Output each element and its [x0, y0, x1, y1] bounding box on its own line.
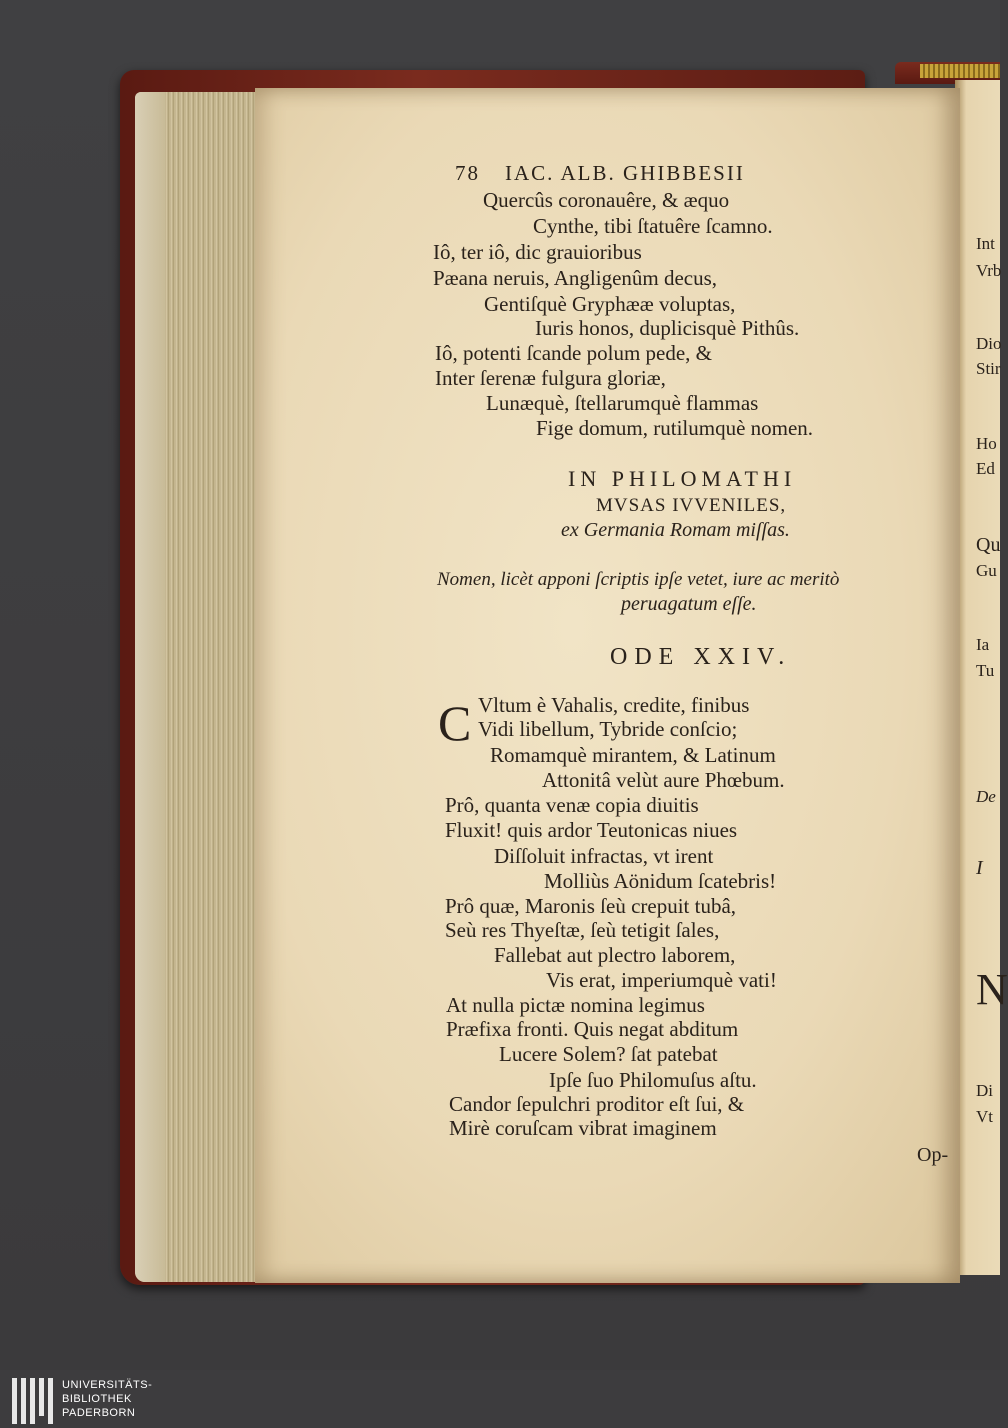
verse-line: Gentiſquè Gryphææ voluptas, [484, 292, 736, 316]
verse-line: Iuris honos, duplicisquè Pithûs. [535, 316, 800, 340]
page-number: 78 [455, 161, 480, 185]
verse-line: Prô, quanta venæ copia diuitis [445, 793, 699, 817]
verse-line: Attonitâ velùt aure Phœbum. [542, 768, 785, 792]
verse-line: Candor ſepulchri proditor eſt ſui, & [449, 1092, 745, 1116]
verse-line: Quercûs coronauêre, & æquo [483, 188, 730, 212]
section-heading: IN PHILOMATHI [568, 466, 797, 491]
verse-line: Inter ſerenæ fulgura gloriæ, [435, 366, 666, 390]
ode-title: ODE XXIV. [610, 644, 792, 670]
verse-line: Fluxit! quis ardor Teutonicas niues [445, 818, 738, 842]
verse-line: At nulla pictæ nomina legimus [446, 993, 705, 1017]
verse-line: Vltum è Vahalis, credite, finibus [478, 693, 750, 717]
catchword: Op- [917, 1144, 949, 1166]
verse-line: Seù res Thyeſtæ, ſeù tetigit ſales, [445, 918, 720, 942]
gilt-edge [920, 64, 1000, 78]
verse-line: Ipſe ſuo Philomuſus aſtu. [549, 1068, 757, 1092]
verse-line: Lunæquè, ſtellarumquè flammas [486, 391, 759, 415]
verse-line: Lucere Solem? ſat patebat [499, 1042, 718, 1066]
facing-fragment: N [976, 965, 1008, 1014]
facing-fragment: Tu [976, 661, 995, 680]
facing-fragment: Ia [976, 635, 990, 654]
section-subheading: MVSAS IVVENILES, [596, 495, 787, 516]
library-name-line2: BIBLIOTHEK [62, 1393, 132, 1405]
verse-line: Iô, potenti ſcande polum pede, & [435, 341, 713, 365]
verse-line: Mirè coruſcam vibrat imaginem [449, 1116, 717, 1140]
library-logo-icon [12, 1378, 56, 1424]
note-line: peruagatum eſſe. [621, 593, 757, 615]
verse-line: Prô quæ, Maronis ſeù crepuit tubâ, [445, 894, 737, 918]
facing-fragment: Vrb [976, 261, 1002, 280]
verse-line: Vis erat, imperiumquè vati! [546, 968, 777, 992]
note-line: Nomen, licèt apponi ſcriptis ipſe vetet, iure ac meritò [437, 569, 840, 590]
facing-fragment: Gu [976, 561, 997, 580]
verse-line: Pæana neruis, Angligenûm decus, [433, 266, 718, 290]
facing-fragment: Di [976, 1081, 993, 1100]
facing-fragment: Dio [976, 334, 1002, 353]
verse-line: Diſſoluit infractas, vt irent [494, 844, 714, 868]
running-head: IAC. ALB. GHIBBESII [505, 161, 745, 185]
facing-fragment: Qu [976, 534, 1001, 556]
verse-line: Cynthe, tibi ſtatuêre ſcamno. [533, 214, 773, 238]
facing-fragment: Int [976, 234, 995, 253]
verse-line: Iô, ter iô, dic grauioribus [433, 240, 642, 264]
drop-capital: C [438, 695, 472, 751]
section-origin: ex Germania Romam miſſas. [561, 519, 790, 541]
page-edges-outer [135, 92, 165, 1282]
facing-fragment: De [976, 787, 996, 806]
facing-fragment: Vt [976, 1107, 993, 1126]
facing-fragment: Ed [976, 459, 995, 478]
facing-fragment: I [976, 857, 983, 879]
library-name-line1: UNIVERSITÄTS- [62, 1379, 153, 1391]
verse-line: Vidi libellum, Tybride conſcio; [478, 717, 738, 741]
verse-line: Molliùs Aönidum ſcatebris! [544, 869, 777, 893]
library-name-line3: PADERBORN [62, 1407, 136, 1419]
facing-fragment: Stir [976, 359, 1001, 378]
facing-fragment: Ho [976, 434, 997, 453]
verse-line: Fige domum, rutilumquè nomen. [536, 416, 814, 440]
verse-line: Fallebat aut plectro laborem, [494, 943, 736, 967]
verse-line: Præfixa fronti. Quis negat abditum [446, 1017, 739, 1041]
verse-line: Romamquè mirantem, & Latinum [490, 743, 776, 767]
